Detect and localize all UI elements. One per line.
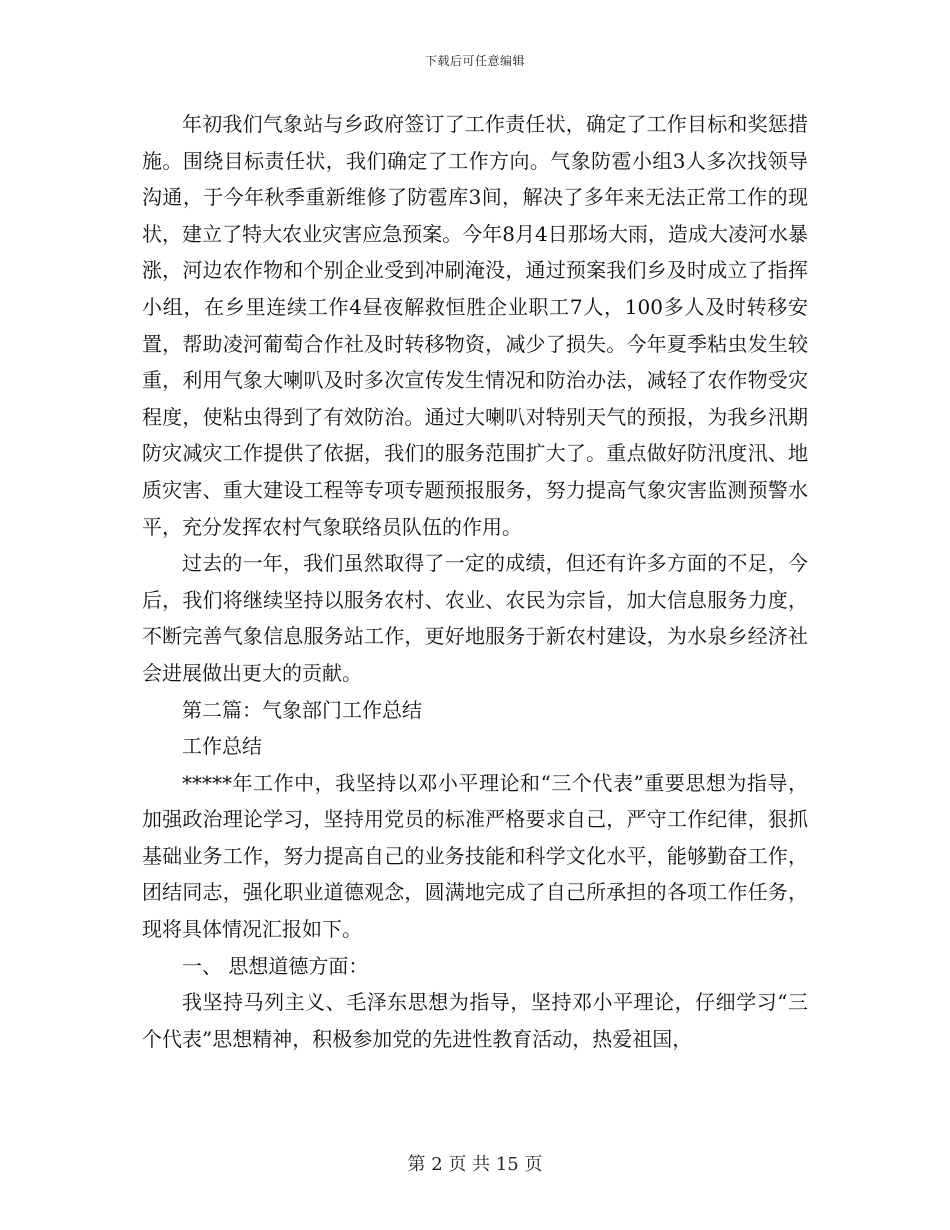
page-header: 下载后可任意编辑 [424, 54, 525, 68]
section-title-part-two: 第二篇：气象部门工作总结 [182, 697, 422, 722]
paragraph-past-year-summary: 过去的一年，我们虽然取得了一定的成绩，但还有许多方面的不足，今后，我们将继续坚持以服务农村、农业、农民为宗旨，加大信息服务力度，不断完善气象信息服务站工作，更好地服务于新农村建设，为水泉乡经济社会进展做出更大的贡献。 [142, 551, 808, 685]
page-footer-page-number: 第 2 页 共 15 页 [407, 1154, 543, 1175]
section-heading-ideology-morality: 一、 思想道德方面： [182, 953, 369, 978]
paragraph-meteorological-station-work: 年初我们气象站与乡政府签订了工作责任状，确定了工作目标和奖惩措施。围绕目标责任状，我们确定了工作方向。气象防雹小组3人多次找领导沟通，于今年秋季重新维修了防雹库3间，解决了多年来无法正常工作的现状，建立了特大农业灾害应急预案。今年8月4日那场大雨，造成大凌河水暴涨，河边农作物和个别企业受到冲刷淹没，通过预案我们乡及时成立了指挥小组，在乡里连续工作4昼夜解救恒胜企业职工7人，100多人及时转移安置，帮助凌河葡萄合作社及时转移物资，减少了损失。今年夏季粘虫发生较重，利用气象大喇叭及时多次宣传发生情况和防治办法，减轻了农作物受灾程度，使粘虫得到了有效防治。通过大喇叭对特别天气的预报，为我乡汛期防灾减灾工作提供了依据，我们的服务范围扩大了。重点做好防汛度汛、地质灾害、重大建设工程等专项专题预报服务，努力提高气象灾害监测预警水平，充分发挥农村气象联络员队伍的作用。 [142, 112, 808, 539]
document-body [142, 106, 808, 1057]
paragraph-ideology-study: 我坚持马列主义、毛泽东思想为指导，坚持邓小平理论，仔细学习“三个代表”思想精神，积极参加党的先进性教育活动，热爱祖国， [142, 990, 808, 1051]
section-subtitle-work-summary: 工作总结 [182, 734, 262, 759]
paragraph-annual-work-intro: *****年工作中，我坚持以邓小平理论和“三个代表”重要思想为指导，加强政治理论学习，坚持用党员的标准严格要求自己，严守工作纪律，狠抓基础业务工作，努力提高自己的业务技能和科学文化水平，能够勤奋工作，团结同志，强化职业道德观念，圆满地完成了自己所承担的各项工作任务，现将具体情况汇报如下。 [142, 770, 808, 942]
